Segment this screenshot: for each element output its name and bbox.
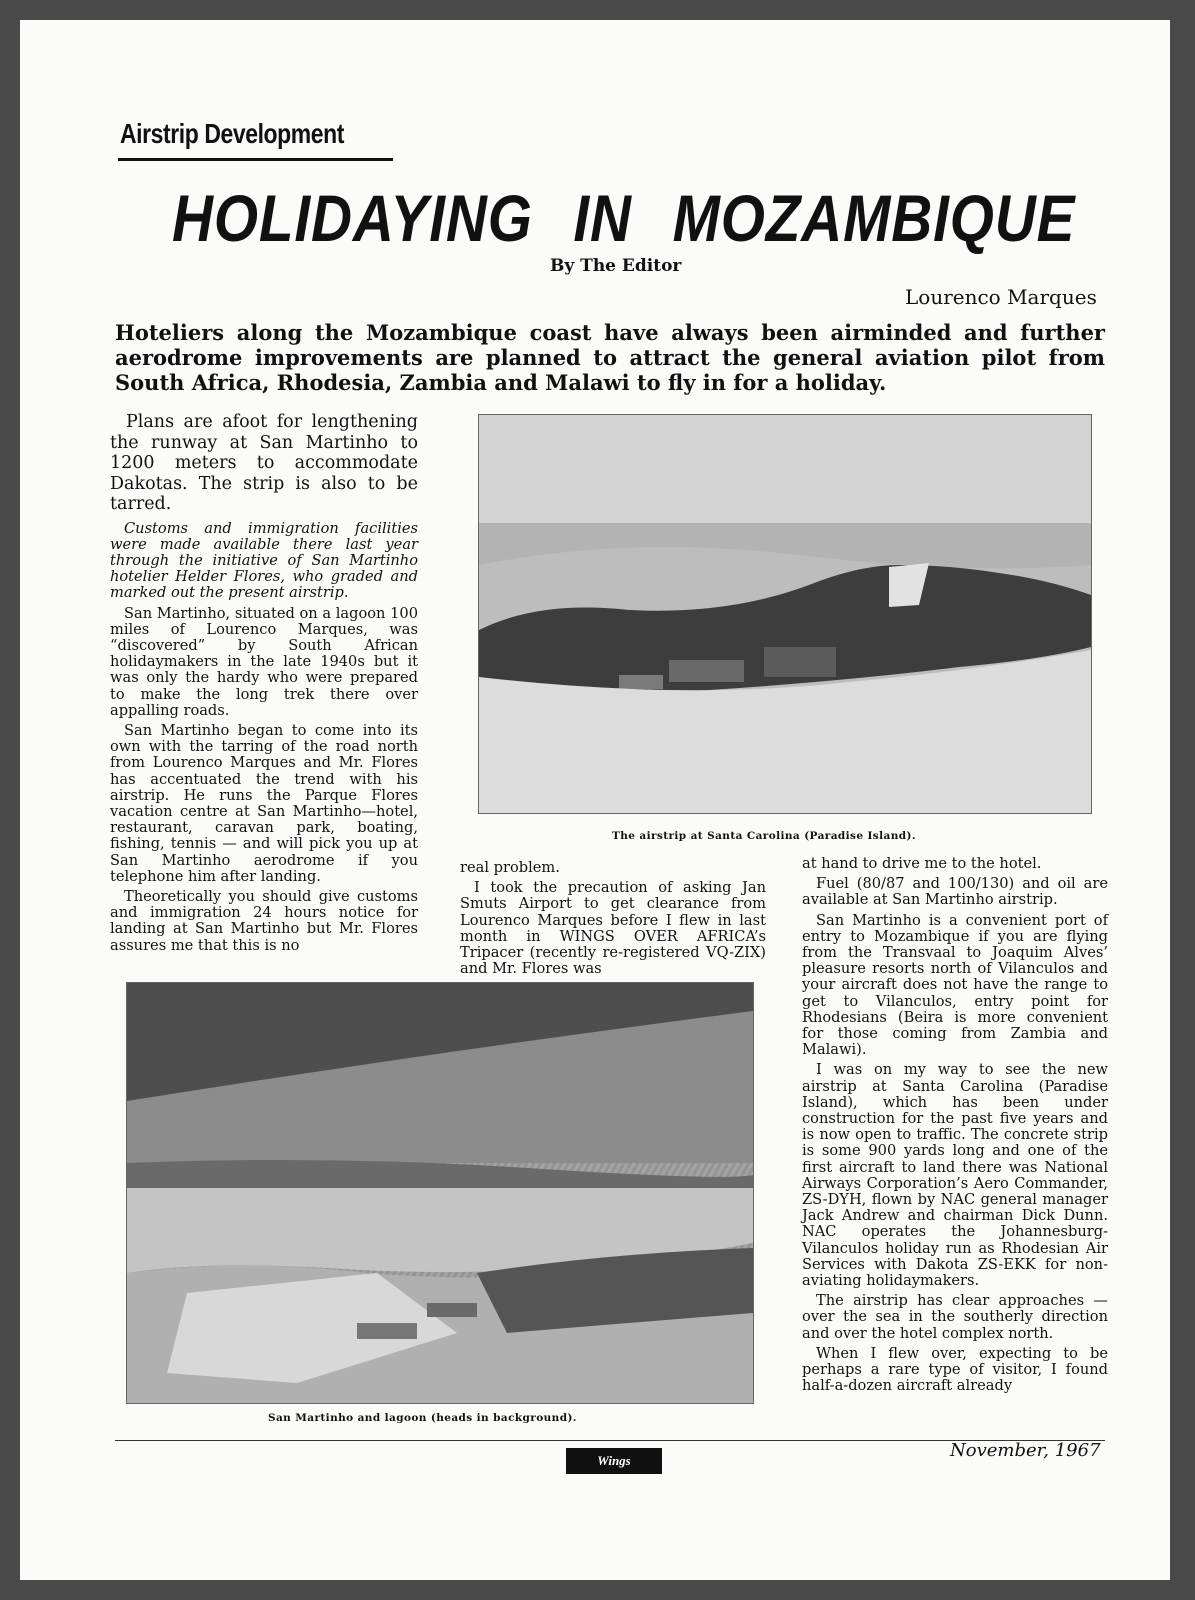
paragraph: Theoretically you should give customs and immigration 24 hours notice for landing at San Martinho but Mr. Flores assures me that this is no	[110, 887, 418, 954]
magazine-page	[20, 20, 1170, 1580]
paragraph: San Martinho, situated on a lagoon 100 miles of Lourenco Marques, was “discovered” by South African holidaymakers in the late 1940s but it was only the hardy who were prepared to make the long trek there over appalling roads.	[110, 604, 418, 719]
photo-caption: The airstrip at Santa Carolina (Paradise Island).	[612, 830, 916, 842]
photo-santa-carolina-illustration	[479, 415, 1091, 813]
paragraph: The airstrip has clear approaches — over the sea in the southerly direction and over the hotel complex north.	[802, 1292, 1108, 1342]
byline: By The Editor	[550, 256, 682, 276]
section-rule	[118, 158, 393, 161]
paragraph: I was on my way to see the new airstrip at Santa Carolina (Paradise Island), which has been under construction for the past five years and is now open to traffic. The concrete strip is some 900 yards long and one of the first aircraft to land there was National Airways Corporation’s Aero Commander, ZS-DYH, flown by NAC general manager Jack Andrew and chairman Dick Dunn. NAC operates the Johannesburg-Vilanculos holiday run as Rhodesian Air Services with Dakota ZS-EKK for non-aviating holidaymakers.	[802, 1061, 1108, 1290]
paragraph: real problem.	[460, 859, 560, 876]
logo-text: Wings	[597, 1453, 631, 1468]
paragraph: San Martinho is a convenient port of entry to Mozambique if you are flying from the Transvaal to Joaquim Alves’ pleasure resorts north of Vilanculos and your aircraft does not have the range to get to Vilanculos, entry point for Rhodesians (Beira is more convenient for those coming from Zambia and Malawi).	[802, 911, 1108, 1059]
photo-san-martinho-lagoon	[126, 982, 754, 1404]
photo-caption: San Martinho and lagoon (heads in background).	[268, 1412, 577, 1424]
issue-date: November, 1967	[950, 1440, 1101, 1461]
dateline: Lourenco Marques	[905, 285, 1097, 309]
photo-san-martinho-illustration	[127, 983, 753, 1403]
paragraph: Fuel (80/87 and 100/130) and oil are available at San Martinho airstrip.	[802, 875, 1108, 909]
paragraph: I took the precaution of asking Jan Smuts Airport to get clearance from Lourenco Marques before I flew in last month in WINGS OVER AFRICA’s Tripacer (recently re-registered VQ-ZIX) and Mr. Flores was	[460, 879, 766, 978]
paragraph: Customs and immigration facilities were made available there last year through the initiative of San Martinho hotelier Helder Flores, who graded and marked out the present airstrip.	[110, 519, 418, 602]
text-column-3	[802, 856, 1108, 1399]
headline: HOLIDAYING IN MOZAMBIQUE	[172, 181, 1076, 255]
paragraph: San Martinho began to come into its own with the tarring of the road north from Lourenco Marques and Mr. Flores has accentuated the trend with his airstrip. He runs the Parque Flores vacation centre at San Martinho—hotel, restaurant, caravan park, boating, fishing, tennis — and will pick you up at San Martinho aerodrome if you telephone him after landing.	[110, 721, 418, 885]
paragraph: Plans are afoot for lengthening the runway at San Martinho to 1200 meters to accommodate Dakotas. The strip is also to be tarred.	[110, 412, 418, 514]
lead-paragraph: Hoteliers along the Mozambique coast have always been airminded and further aerodrome improvements are planned to attract the general aviation pilot from South Africa, Rhodesia, Zambia and Malawi to fly in for a holiday.	[115, 320, 1105, 395]
paragraph: When I flew over, expecting to be perhaps a rare type of visitor, I found half-a-dozen aircraft already	[802, 1344, 1108, 1395]
text-column-2	[460, 860, 766, 981]
photo-santa-carolina-airstrip	[478, 414, 1092, 814]
magazine-logo	[566, 1448, 662, 1474]
section-label: Airstrip Development	[120, 118, 345, 149]
text-column-1	[110, 412, 418, 958]
paragraph: at hand to drive me to the hotel.	[802, 855, 1042, 872]
